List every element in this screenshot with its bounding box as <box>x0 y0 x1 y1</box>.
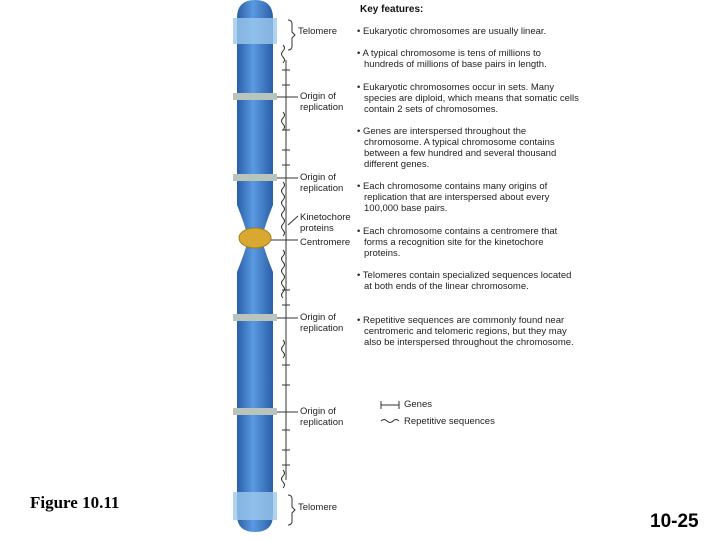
origin-band <box>233 93 277 100</box>
centromere <box>239 228 271 248</box>
label-origin-3: Origin of replication <box>300 312 344 334</box>
label-telomere-top: Telomere <box>298 26 338 37</box>
key-feature-item: • Eukaryotic chromosomes occur in sets. Many species are diploid, which means that somatic cells contain 2 sets of chromosomes. <box>357 82 579 115</box>
label-origin-4: Origin of replication <box>300 406 344 428</box>
key-feature-item: • Telomeres contain specialized sequences located at both ends of the linear chromosome. <box>357 270 572 292</box>
origin-band <box>233 408 277 415</box>
label-origin-1: Origin of replication <box>300 91 344 113</box>
label-kinetochore: Kinetochore proteins <box>300 212 351 234</box>
label-telomere-bottom: Telomere <box>298 502 338 513</box>
origin-band <box>233 314 277 321</box>
page-number: 10-25 <box>650 511 699 532</box>
label-origin-2: Origin of replication <box>300 172 344 194</box>
legend-repetitive: Repetitive sequences <box>404 416 495 427</box>
telomere-bottom-band <box>233 492 277 520</box>
figure-label: Figure 10.11 <box>30 493 120 512</box>
label-centromere: Centromere <box>300 237 351 248</box>
telomere-top-band <box>233 18 277 44</box>
key-feature-item: • Genes are interspersed throughout the chromosome. A typical chromosome contains between a few hundred and several thousand different genes. <box>357 126 557 170</box>
key-feature-item: • Repetitive sequences are commonly found near centromeric and telomeric regions, but they may also be interspersed throughout the chromosome. <box>357 315 574 348</box>
origin-band <box>233 174 277 181</box>
key-features-title: Key features: <box>360 4 424 15</box>
key-feature-item: • Eukaryotic chromosomes are usually linear. <box>357 26 547 37</box>
chromosome <box>233 0 277 532</box>
key-feature-item: • Each chromosome contains many origins of replication that are interspersed about every 100,000 base pairs. <box>357 181 550 214</box>
key-feature-item: • Each chromosome contains a centromere that forms a recognition site for the kinetochore proteins. <box>357 226 558 259</box>
repetitive-legend-icon <box>381 420 399 423</box>
legend-genes: Genes <box>404 399 432 410</box>
key-feature-item: • A typical chromosome is tens of millions to hundreds of millions of base pairs in length. <box>357 48 547 70</box>
